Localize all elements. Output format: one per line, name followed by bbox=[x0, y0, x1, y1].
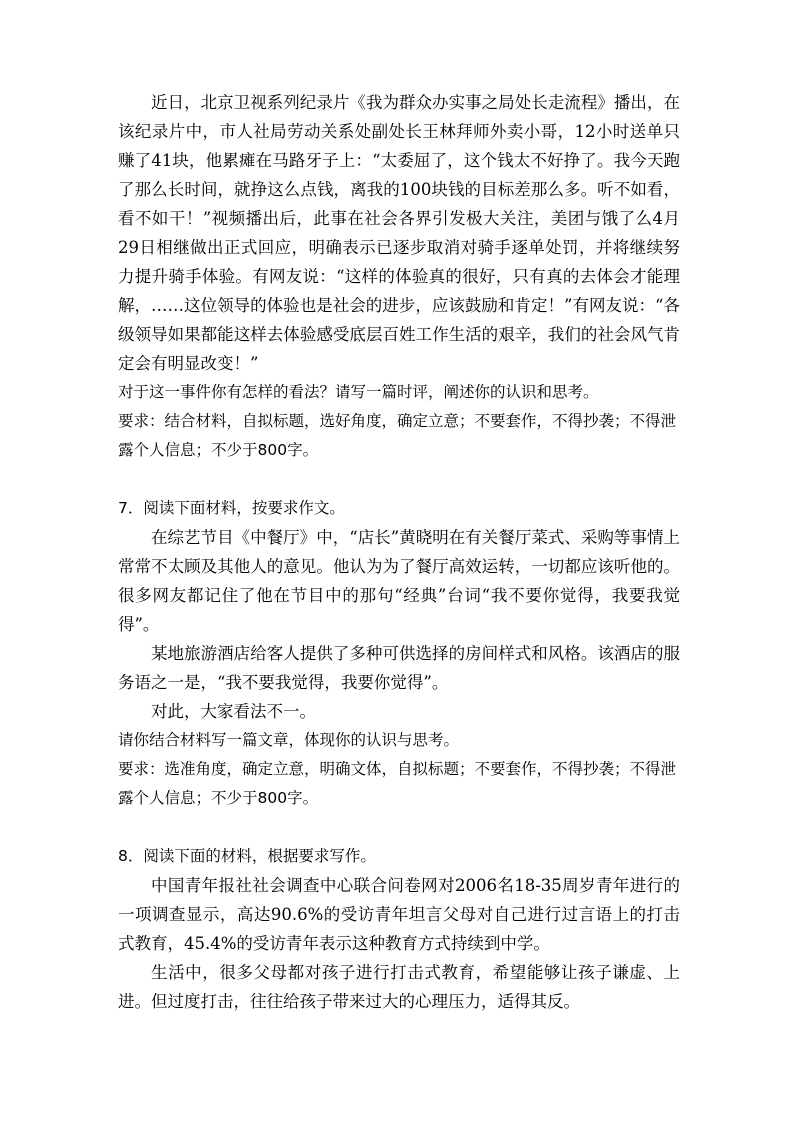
section-spacer bbox=[118, 465, 680, 494]
section8-material-paragraph-1: 中国青年报社社会调查中心联合问卷网对2006名18-35周岁青年进行的一项调查显示，高达90.6%的受访青年坦言父母对自己进行过言语上的打击式教育，45.4%的受访青年表示这种教育方式持续到中学。 bbox=[118, 876, 680, 953]
document-body bbox=[118, 88, 680, 1016]
section6-material-paragraph: 近日，北京卫视系列纪录片《我为群众办实事之局处长走流程》播出，在该纪录片中，市人社局劳动关系处副处长王林拜师外卖小哥，12小时送单只赚了41块，他累瘫在马路牙子上：“太委屈了，这个钱太不好挣了。我今天跑了那么长时间，就挣这么点钱，离我的100块钱的目标差那么多。听不如看，看不如干！”视频播出后，此事在社会各界引发极大关注，美团与饿了么4月29日相继做出正式回应，明确表示已逐步取消对骑手逐单处罚，并将继续努力提升骑手体验。有网友说：“这样的体验真的很好，只有真的去体会才能理解，……这位领导的体验也是社会的进步，应该鼓励和肯定！”有网友说：“各级领导如果都能这样去体验感受底层百姓工作生活的艰辛，我们的社会风气肯定会有明显改变！” bbox=[118, 93, 680, 373]
section7-prompt: 请你结合材料写一篇文章，体现你的认识与思考。 bbox=[118, 731, 460, 749]
section8-heading: 8．阅读下面的材料，根据要求写作。 bbox=[118, 847, 376, 865]
section7-material-paragraph-3: 对此，大家看法不一。 bbox=[151, 702, 316, 721]
section7-requirement: 要求：选准角度，确定立意，明确文体，自拟标题；不要套作，不得抄袭；不得泄露个人信息；不少于800字。 bbox=[118, 760, 677, 807]
section6-prompt: 对于这一事件你有怎样的看法？请写一篇时评，阐述你的认识和思考。 bbox=[118, 383, 599, 401]
section7-material-paragraph-2: 某地旅游酒店给客人提供了多种可供选择的房间样式和风格。该酒店的服务语之一是，“我不要我觉得，我要你觉得”。 bbox=[118, 644, 680, 692]
section-spacer bbox=[118, 813, 680, 842]
section8-material-paragraph-2: 生活中，很多父母都对孩子进行打击式教育，希望能够让孩子谦虚、上进。但过度打击，往往给孩子带来过大的心理压力，适得其反。 bbox=[118, 963, 680, 1011]
section6-requirement: 要求：结合材料，自拟标题，选好角度，确定立意；不要套作，不得抄袭；不得泄露个人信息；不少于800字。 bbox=[118, 412, 677, 459]
section7-material-paragraph-1: 在综艺节目《中餐厅》中，“店长”黄晓明在有关餐厅菜式、采购等事情上常常不太顾及其他人的意见。他认为为了餐厅高效运转，一切都应该听他的。很多网友都记住了他在节目中的那句“经典”台词“我不要你觉得，我要我觉得”。 bbox=[118, 528, 680, 634]
section7-heading: 7．阅读下面材料，按要求作文。 bbox=[118, 499, 345, 517]
